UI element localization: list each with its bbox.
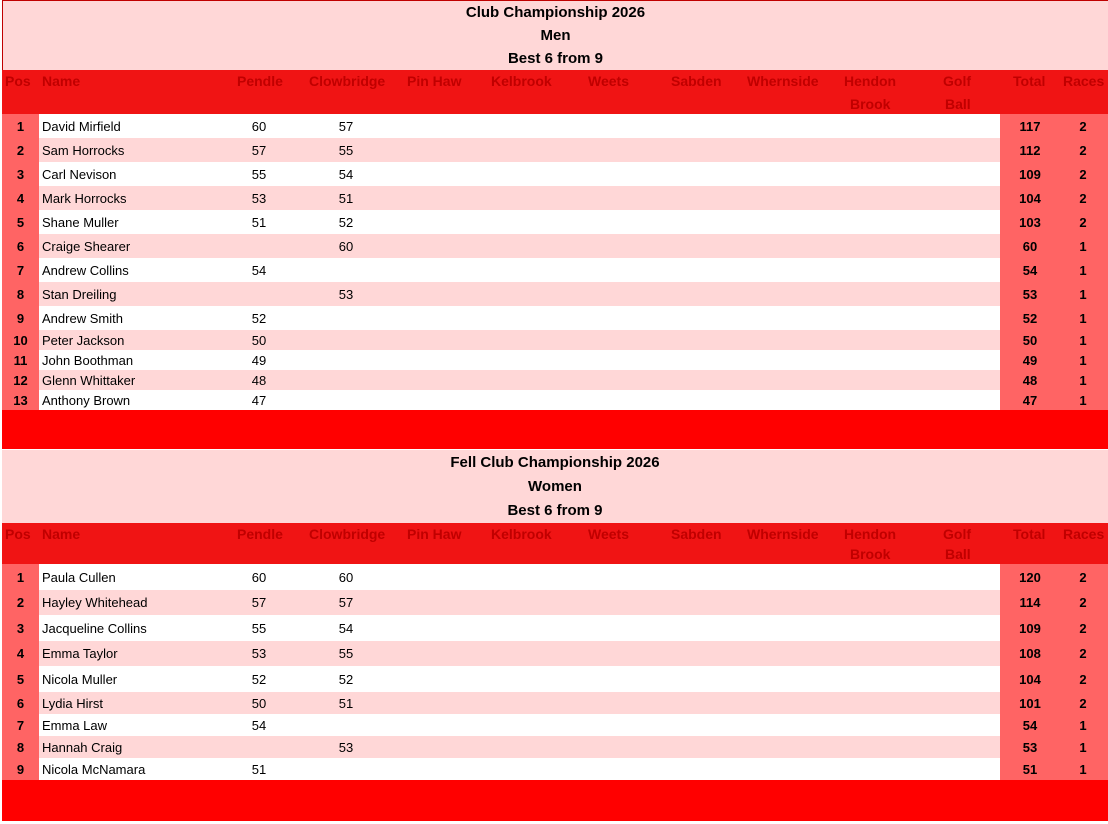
runner-name: Emma Taylor: [42, 646, 118, 661]
clowbridge-score: 52: [338, 214, 354, 230]
table-row: [2, 258, 1108, 282]
runner-name: Stan Dreiling: [42, 286, 117, 302]
header-brook: Brook: [850, 96, 891, 112]
men-subtitle: Men: [540, 27, 571, 44]
total-score: 48: [1022, 372, 1038, 388]
pendle-score: [244, 282, 274, 306]
position-cell: 8: [2, 736, 39, 758]
position-cell: 3: [2, 615, 39, 641]
header-hendon: Hendon: [844, 526, 897, 542]
table-row: [2, 282, 1108, 306]
women-title-block: [2, 450, 1108, 523]
position-cell: 4: [2, 641, 39, 666]
races-count: 1: [1079, 286, 1087, 302]
women-header-row: [2, 523, 1108, 564]
header-golf: Golf: [943, 73, 971, 89]
pendle-score: 60: [251, 569, 267, 585]
header-pos: Pos: [5, 73, 31, 89]
header-races: Races: [1063, 526, 1105, 542]
header-clowbridge: Clowbridge: [309, 73, 386, 89]
header-golf: Golf: [943, 526, 971, 542]
races-count: 2: [1079, 620, 1087, 636]
races-count: 2: [1079, 646, 1087, 661]
position-cell: 7: [2, 714, 39, 736]
clowbridge-score: 54: [338, 620, 354, 636]
pendle-score: 47: [251, 392, 267, 408]
runner-name: Andrew Smith: [42, 310, 123, 326]
runner-name: Shane Muller: [42, 214, 119, 230]
pendle-score: 50: [251, 332, 267, 348]
races-count: 2: [1079, 695, 1087, 711]
header-name: Name: [42, 73, 81, 89]
header-kelbrook: Kelbrook: [491, 526, 552, 542]
men-rule: Best 6 from 9: [507, 50, 604, 67]
pendle-score: 57: [251, 142, 267, 158]
pendle-score: 55: [251, 620, 267, 636]
clowbridge-score: 57: [338, 595, 354, 610]
position-cell: 9: [2, 758, 39, 780]
table-row: [2, 162, 1108, 186]
runner-name: Jacqueline Collins: [42, 620, 147, 636]
clowbridge-score: 52: [338, 671, 354, 687]
header-hendon: Hendon: [844, 73, 897, 89]
clowbridge-score: [331, 370, 361, 390]
header-brook: Brook: [850, 546, 891, 562]
position-cell: 8: [2, 282, 39, 306]
total-score: 54: [1022, 262, 1038, 278]
races-count: 2: [1079, 190, 1087, 206]
header-pos: Pos: [5, 526, 31, 542]
clowbridge-score: 55: [338, 142, 354, 158]
clowbridge-score: [331, 350, 361, 370]
clowbridge-score: [331, 258, 361, 282]
runner-name: Peter Jackson: [42, 332, 125, 348]
pendle-score: [244, 234, 274, 258]
table-row: [2, 186, 1108, 210]
runner-name: Emma Law: [42, 717, 108, 733]
table-row: [2, 692, 1108, 714]
table-row: [2, 758, 1108, 780]
total-score: 101: [1019, 695, 1041, 711]
position-cell: 5: [2, 666, 39, 692]
races-count: 1: [1079, 761, 1087, 777]
total-score: 103: [1019, 214, 1041, 230]
races-count: 1: [1079, 310, 1087, 326]
pendle-score: 52: [251, 310, 267, 326]
men-rows: [2, 114, 1108, 410]
women-section: [2, 450, 1108, 821]
races-count: 1: [1079, 262, 1087, 278]
pendle-score: 55: [251, 166, 267, 182]
pendle-score: 52: [251, 671, 267, 687]
total-score: 109: [1019, 620, 1041, 636]
runner-name: Sam Horrocks: [42, 142, 125, 158]
clowbridge-score: 53: [338, 739, 354, 755]
total-score: 117: [1019, 118, 1041, 134]
women-rule: Best 6 from 9: [507, 502, 603, 519]
runner-name: David Mirfield: [42, 118, 121, 134]
header-whernside: Whernside: [747, 73, 819, 89]
women-subtitle: Women: [528, 478, 582, 495]
table-row: [2, 210, 1108, 234]
races-count: 1: [1079, 372, 1087, 388]
position-cell: 6: [2, 234, 39, 258]
pendle-score: 51: [251, 214, 267, 230]
position-cell: 11: [2, 350, 39, 370]
runner-name: Hayley Whitehead: [42, 595, 148, 610]
men-footer-bar: [2, 410, 1108, 449]
pendle-score: 49: [251, 352, 267, 368]
clowbridge-score: [331, 758, 361, 780]
table-row: [2, 114, 1108, 138]
men-header-row: [2, 70, 1108, 114]
header-pendle: Pendle: [237, 73, 283, 89]
clowbridge-score: 60: [338, 238, 354, 254]
position-cell: 5: [2, 210, 39, 234]
clowbridge-score: 51: [338, 695, 354, 711]
runner-name: John Boothman: [42, 352, 134, 368]
races-count: 2: [1079, 166, 1087, 182]
position-cell: 2: [2, 590, 39, 615]
men-title: Club Championship 2026: [465, 4, 646, 21]
table-row: [2, 666, 1108, 692]
total-score: 49: [1022, 352, 1038, 368]
total-score: 104: [1019, 671, 1041, 687]
pendle-score: 60: [251, 118, 267, 134]
position-cell: 1: [2, 564, 39, 590]
total-score: 60: [1022, 238, 1038, 254]
total-score: 120: [1019, 569, 1041, 585]
clowbridge-score: 55: [338, 646, 354, 661]
table-row: [2, 306, 1108, 330]
total-score: 104: [1019, 190, 1041, 206]
races-count: 1: [1079, 352, 1087, 368]
table-row: [2, 736, 1108, 758]
position-cell: 9: [2, 306, 39, 330]
total-score: 50: [1022, 332, 1038, 348]
races-count: 1: [1079, 392, 1087, 408]
clowbridge-score: 60: [338, 569, 354, 585]
women-footer-bar: [2, 780, 1108, 821]
runner-name: Nicola McNamara: [42, 761, 146, 777]
runner-name: Anthony Brown: [42, 392, 131, 408]
clowbridge-score: [331, 330, 361, 350]
position-cell: 6: [2, 692, 39, 714]
header-clowbridge: Clowbridge: [309, 526, 386, 542]
runner-name: Carl Nevison: [42, 166, 117, 182]
header-whernside: Whernside: [747, 526, 819, 542]
table-row: [2, 590, 1108, 615]
races-count: 2: [1079, 142, 1087, 158]
header-races: Races: [1063, 73, 1105, 89]
clowbridge-score: 53: [338, 286, 354, 302]
pendle-score: 50: [251, 695, 267, 711]
table-row: [2, 615, 1108, 641]
total-score: 52: [1022, 310, 1038, 326]
runner-name: Andrew Collins: [42, 262, 129, 278]
total-score: 112: [1019, 142, 1041, 158]
table-row: [2, 641, 1108, 666]
table-row: [2, 350, 1108, 370]
total-score: 53: [1022, 739, 1038, 755]
table-row: [2, 564, 1108, 590]
runner-name: Mark Horrocks: [42, 190, 127, 206]
races-count: 2: [1079, 214, 1087, 230]
clowbridge-score: 57: [338, 118, 354, 134]
table-row: [2, 234, 1108, 258]
races-count: 1: [1079, 717, 1087, 733]
races-count: 2: [1079, 595, 1087, 610]
clowbridge-score: [331, 714, 361, 736]
pendle-score: 54: [251, 262, 267, 278]
pendle-score: 48: [251, 372, 267, 388]
runner-name: Hannah Craig: [42, 739, 123, 755]
total-score: 53: [1022, 286, 1038, 302]
position-cell: 2: [2, 138, 39, 162]
clowbridge-score: 51: [338, 190, 354, 206]
position-cell: 7: [2, 258, 39, 282]
races-count: 1: [1079, 739, 1087, 755]
header-pin-haw: Pin Haw: [407, 73, 462, 89]
races-count: 2: [1079, 118, 1087, 134]
header-weets: Weets: [588, 526, 629, 542]
table-row: [2, 714, 1108, 736]
races-count: 2: [1079, 671, 1087, 687]
header-sabden: Sabden: [671, 73, 722, 89]
total-score: 47: [1022, 392, 1038, 408]
header-ball: Ball: [945, 546, 971, 562]
runner-name: Paula Cullen: [42, 569, 116, 585]
position-cell: 13: [2, 390, 39, 410]
total-score: 114: [1019, 595, 1041, 610]
header-pin-haw: Pin Haw: [407, 526, 462, 542]
clowbridge-score: [331, 390, 361, 410]
pendle-score: 51: [251, 761, 267, 777]
header-ball: Ball: [945, 96, 971, 112]
women-title: Fell Club Championship 2026: [450, 454, 660, 471]
races-count: 1: [1079, 332, 1087, 348]
position-cell: 10: [2, 330, 39, 350]
total-score: 108: [1019, 646, 1041, 661]
pendle-score: 57: [251, 595, 267, 610]
table-row: [2, 370, 1108, 390]
races-count: 1: [1079, 238, 1087, 254]
clowbridge-score: 54: [338, 166, 354, 182]
header-pendle: Pendle: [237, 526, 283, 542]
position-cell: 12: [2, 370, 39, 390]
header-weets: Weets: [588, 73, 629, 89]
pendle-score: [244, 736, 274, 758]
position-cell: 1: [2, 114, 39, 138]
pendle-score: 53: [251, 646, 267, 661]
runner-name: Lydia Hirst: [42, 695, 103, 711]
runner-name: Glenn Whittaker: [42, 372, 136, 388]
men-title-block: [2, 0, 1108, 70]
runner-name: Craige Shearer: [42, 238, 131, 254]
header-total: Total: [1013, 73, 1046, 89]
men-section: [2, 0, 1108, 449]
header-total: Total: [1013, 526, 1046, 542]
table-row: [2, 138, 1108, 162]
races-count: 2: [1079, 569, 1087, 585]
header-name: Name: [42, 526, 81, 542]
runner-name: Nicola Muller: [42, 671, 118, 687]
pendle-score: 54: [251, 717, 267, 733]
total-score: 54: [1022, 717, 1038, 733]
total-score: 51: [1022, 761, 1038, 777]
table-row: [2, 390, 1108, 410]
total-score: 109: [1019, 166, 1041, 182]
women-rows: [2, 564, 1108, 780]
position-cell: 4: [2, 186, 39, 210]
table-row: [2, 330, 1108, 350]
header-kelbrook: Kelbrook: [491, 73, 552, 89]
clowbridge-score: [331, 306, 361, 330]
pendle-score: 53: [251, 190, 267, 206]
position-cell: 3: [2, 162, 39, 186]
header-sabden: Sabden: [671, 526, 722, 542]
